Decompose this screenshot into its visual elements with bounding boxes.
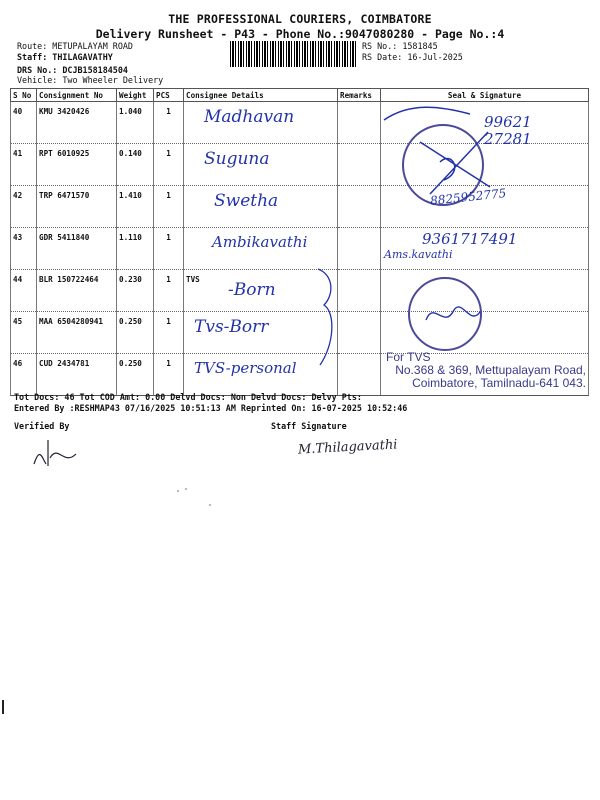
consignee-handwriting: Swetha (214, 191, 279, 211)
scan-specks (170, 485, 230, 510)
totals-line: Tot Docs: 46 Tot COD Amt: 0.00 Delvd Docs: Non Delvd Docs: Delvy Pts: (14, 392, 362, 402)
weight-cell: 1.040 (117, 102, 154, 144)
pcs-cell: 1 (154, 102, 184, 144)
weight-cell: 1.110 (117, 228, 154, 270)
consignee-handwriting: Madhavan (204, 107, 295, 127)
rs-date: RS Date: 16-Jul-2025 (362, 52, 463, 62)
remarks-cell (338, 144, 381, 186)
sno-cell: 40 (11, 102, 37, 144)
name-note-row43: Ams.kavathi (384, 248, 453, 261)
col-seal-header: Seal & Signature (381, 89, 589, 102)
remarks-cell (338, 228, 381, 270)
seal-signature-scribble-2 (420, 290, 490, 340)
pcs-cell: 1 (154, 312, 184, 354)
sno-cell: 42 (11, 186, 37, 228)
col-remarks-header: Remarks (338, 89, 381, 102)
col-consignment-header: Consignment No (37, 89, 117, 102)
consignment-cell: GDR 5411840 (37, 228, 117, 270)
consignee-handwriting: Tvs-Borr (194, 317, 269, 337)
table-row (11, 312, 589, 354)
stamp-line-3: Coimbatore, Tamilnadu-641 043. (412, 376, 586, 390)
rs-number: RS No.: 1581845 (362, 41, 438, 51)
sno-cell: 44 (11, 270, 37, 312)
vehicle-label: Vehicle: Two Wheeler Delivery (17, 75, 164, 85)
col-weight-header: Weight (117, 89, 154, 102)
consignee-handwriting: -Born (228, 280, 276, 300)
remarks-cell (338, 102, 381, 144)
sno-cell: 41 (11, 144, 37, 186)
stamp-line-2: No.368 & 369, Mettupalayam Road, (395, 363, 586, 377)
consignee-handwriting: Suguna (204, 149, 270, 169)
remarks-cell (338, 270, 381, 312)
company-title: THE PROFESSIONAL COURIERS, COIMBATORE (168, 12, 432, 26)
consignee-handwriting: TVS-personal (194, 359, 297, 377)
pcs-cell: 1 (154, 228, 184, 270)
pcs-cell: 1 (154, 354, 184, 396)
table-row (11, 270, 589, 312)
runsheet-title: Delivery Runsheet - P43 - Phone No.:9047080280 - Page No.:4 (95, 27, 505, 41)
remarks-cell (338, 186, 381, 228)
sno-cell: 46 (11, 354, 37, 396)
pcs-cell: 1 (154, 144, 184, 186)
consignee-cell (184, 144, 338, 186)
route-label: Route: METUPALAYAM ROAD (17, 41, 133, 51)
phone-note-row42: 8825952775 (429, 186, 507, 208)
company-stamp (386, 351, 586, 390)
staff-signature-handwriting: M.Thilagavathi (297, 437, 398, 458)
weight-cell: 0.140 (117, 144, 154, 186)
barcode (230, 41, 356, 67)
scan-edge-mark (2, 700, 4, 714)
col-sno-header: S No (11, 89, 37, 102)
consignment-cell: KMU 3420426 (37, 102, 117, 144)
pcs-cell: 1 (154, 270, 184, 312)
weight-cell: 0.230 (117, 270, 154, 312)
drs-label: DRS No.: DCJB158184504 (17, 65, 128, 75)
consignment-cell: BLR 150722464 (37, 270, 117, 312)
weight-cell: 0.250 (117, 354, 154, 396)
stamp-line-1: For TVS (386, 350, 431, 364)
phone-note-row43: 9361717491 (422, 230, 518, 248)
weight-cell: 1.410 (117, 186, 154, 228)
consignee-text: TVS (186, 275, 200, 284)
col-consignee-header: Consignee Details (184, 89, 338, 102)
remarks-cell (338, 354, 381, 396)
verifier-signature (30, 436, 80, 472)
remarks-cell (338, 312, 381, 354)
phone-note-row40: 99621 27281 (484, 113, 532, 148)
verified-by-label: Verified By (14, 421, 70, 431)
weight-cell: 0.250 (117, 312, 154, 354)
consignee-handwriting: Ambikavathi (212, 233, 308, 251)
staff-label: Staff: THILAGAVATHY (17, 52, 113, 62)
consignee-cell (184, 186, 338, 228)
col-pcs-header: PCS (154, 89, 184, 102)
staff-signature-label: Staff Signature (271, 421, 347, 431)
consignee-cell (184, 228, 338, 270)
consignee-cell (184, 102, 338, 144)
consignment-cell: TRP 6471570 (37, 186, 117, 228)
pcs-cell: 1 (154, 186, 184, 228)
sno-cell: 45 (11, 312, 37, 354)
consignment-cell: CUD 2434781 (37, 354, 117, 396)
bracket-scribble (310, 265, 340, 375)
consignment-cell: MAA 6504280941 (37, 312, 117, 354)
table-header-row (11, 89, 589, 102)
entered-line: Entered By :RESHMAP43 07/16/2025 10:51:13 AM Reprinted On: 16-07-2025 10:52:46 (14, 403, 408, 413)
consignment-cell: RPT 6010925 (37, 144, 117, 186)
sno-cell: 43 (11, 228, 37, 270)
